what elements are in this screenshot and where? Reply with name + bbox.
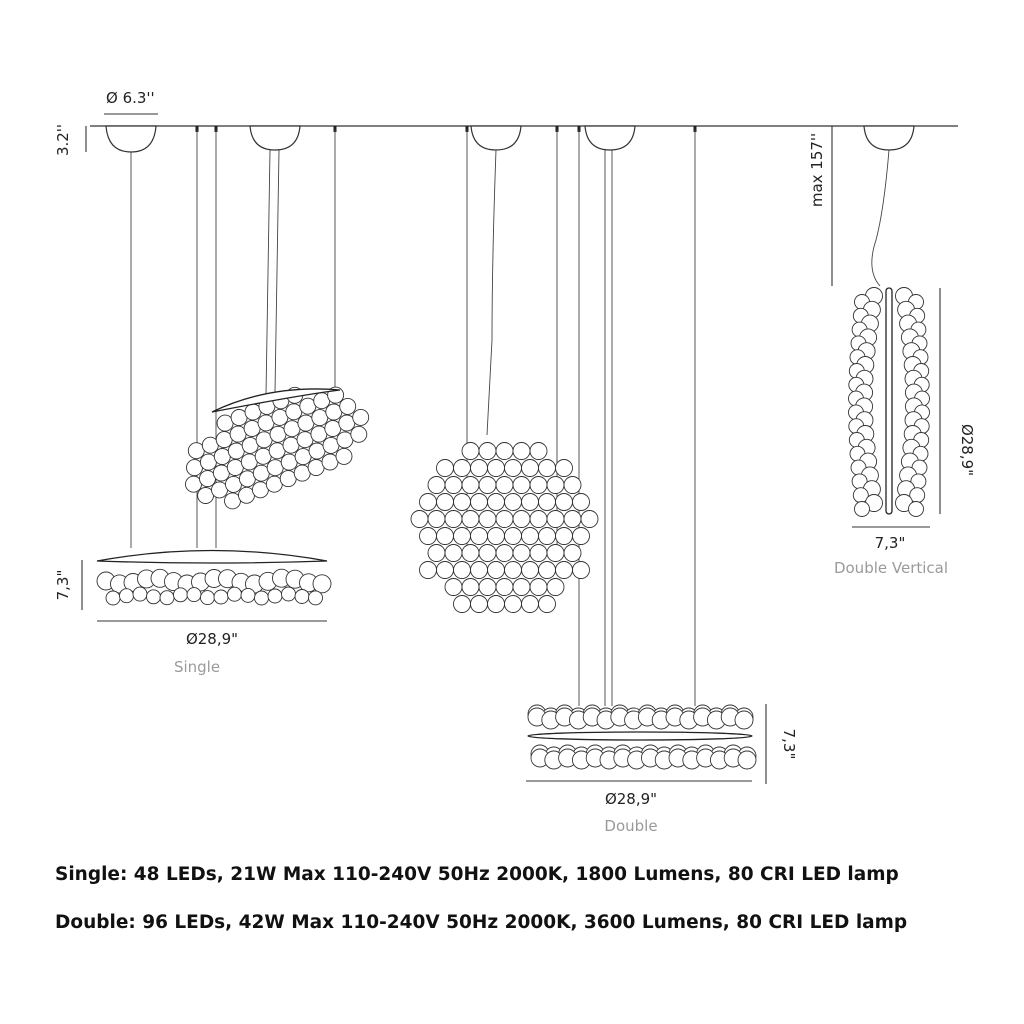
led-globe xyxy=(454,596,471,613)
led-globe xyxy=(530,443,547,460)
vertical-height-label: 7,3" xyxy=(874,534,906,552)
led-globe xyxy=(522,562,539,579)
globes xyxy=(97,288,930,770)
double-spec-text: Double: 96 LEDs, 42W Max 110-240V 50Hz 2000K, 3600 Lumens, 80 CRI LED lamp xyxy=(55,912,908,933)
single-diameter-label: Ø28,9" xyxy=(185,630,239,648)
led-globe xyxy=(522,528,539,545)
led-globe xyxy=(547,511,564,528)
led-globe xyxy=(309,591,323,605)
led-globe xyxy=(496,579,513,596)
led-globe xyxy=(351,426,367,442)
led-globe xyxy=(539,494,556,511)
single-plate xyxy=(97,551,327,564)
led-globe xyxy=(445,511,462,528)
led-globe xyxy=(488,562,505,579)
led-globe xyxy=(336,448,352,464)
led-globe xyxy=(340,398,356,414)
led-globe xyxy=(282,587,296,601)
led-globe xyxy=(530,545,547,562)
led-globe xyxy=(547,579,564,596)
led-globe xyxy=(564,477,581,494)
led-globe xyxy=(454,460,471,477)
led-globe xyxy=(160,591,174,605)
led-globe xyxy=(505,528,522,545)
led-globe xyxy=(174,588,188,602)
max-cable-label: max 157'' xyxy=(808,132,826,208)
led-globe xyxy=(496,443,513,460)
canopy-4 xyxy=(585,126,635,150)
led-globe xyxy=(505,494,522,511)
led-globe xyxy=(522,596,539,613)
led-globe xyxy=(228,587,242,601)
led-globe xyxy=(855,502,870,517)
led-globe xyxy=(735,711,753,729)
single-caption: Single xyxy=(173,658,221,676)
canopy-3 xyxy=(471,126,521,150)
led-globe xyxy=(488,528,505,545)
led-globe xyxy=(428,477,445,494)
led-globe xyxy=(522,494,539,511)
canopy-1 xyxy=(106,126,156,152)
led-globe xyxy=(445,477,462,494)
led-globe xyxy=(445,579,462,596)
led-globe xyxy=(505,596,522,613)
led-globe xyxy=(428,545,445,562)
led-globe xyxy=(201,591,215,605)
canopy-diameter-label: Ø 6.3'' xyxy=(106,89,155,107)
led-globe xyxy=(445,545,462,562)
led-globe xyxy=(471,596,488,613)
led-globe xyxy=(479,477,496,494)
led-globe xyxy=(411,511,428,528)
led-globe xyxy=(462,477,479,494)
led-globe xyxy=(313,575,331,593)
led-globe xyxy=(479,511,496,528)
led-globe xyxy=(573,528,590,545)
led-globe xyxy=(471,528,488,545)
led-globe xyxy=(539,460,556,477)
led-globe xyxy=(437,528,454,545)
double-vertical-caption: Double Vertical xyxy=(833,559,949,577)
canopy-height-label: 3.2'' xyxy=(54,123,72,157)
led-globe xyxy=(505,562,522,579)
led-globe xyxy=(255,591,269,605)
led-globe xyxy=(420,494,437,511)
led-globe xyxy=(462,545,479,562)
single-height-label: 7,3" xyxy=(54,569,72,601)
led-globe xyxy=(547,545,564,562)
led-globe xyxy=(573,494,590,511)
double-caption: Double xyxy=(604,817,658,835)
double-divider xyxy=(528,732,752,740)
led-globe xyxy=(513,443,530,460)
led-globe xyxy=(513,477,530,494)
led-globe xyxy=(471,494,488,511)
led-globe xyxy=(147,590,161,604)
led-globe xyxy=(547,477,564,494)
led-globe xyxy=(496,545,513,562)
led-globe xyxy=(437,494,454,511)
led-globe xyxy=(479,545,496,562)
canopy-2 xyxy=(250,126,300,150)
led-globe xyxy=(556,494,573,511)
led-globe xyxy=(522,460,539,477)
led-globe xyxy=(187,588,201,602)
vertical-divider xyxy=(886,288,892,514)
led-globe xyxy=(564,545,581,562)
led-globe xyxy=(353,409,369,425)
led-globe xyxy=(454,528,471,545)
led-globe xyxy=(479,579,496,596)
led-globe xyxy=(214,590,228,604)
led-globe xyxy=(479,443,496,460)
led-globe xyxy=(471,562,488,579)
led-globe xyxy=(505,460,522,477)
led-globe xyxy=(513,545,530,562)
led-globe xyxy=(437,460,454,477)
led-globe xyxy=(462,511,479,528)
led-globe xyxy=(909,502,924,517)
led-globe xyxy=(513,511,530,528)
led-globe xyxy=(738,751,756,769)
led-globe xyxy=(556,528,573,545)
led-globe xyxy=(454,494,471,511)
led-globe xyxy=(462,443,479,460)
led-globe xyxy=(420,562,437,579)
led-globe xyxy=(428,511,445,528)
led-globe xyxy=(488,596,505,613)
canopy-5 xyxy=(864,126,914,150)
led-globe xyxy=(454,562,471,579)
led-globe xyxy=(530,579,547,596)
led-globe xyxy=(581,511,598,528)
led-globe xyxy=(420,528,437,545)
led-globe xyxy=(513,579,530,596)
led-globe xyxy=(530,477,547,494)
led-globe xyxy=(496,477,513,494)
led-globe xyxy=(437,562,454,579)
led-globe xyxy=(471,460,488,477)
led-globe xyxy=(539,528,556,545)
led-globe xyxy=(556,562,573,579)
single-spec-text: Single: 48 LEDs, 21W Max 110-240V 50Hz 2000K, 1800 Lumens, 80 CRI LED lamp xyxy=(55,864,899,885)
led-globe xyxy=(462,579,479,596)
double-diameter-label: Ø28,9" xyxy=(604,790,658,808)
led-globe xyxy=(564,511,581,528)
led-globe xyxy=(530,511,547,528)
led-globe xyxy=(241,588,255,602)
canopies xyxy=(106,126,914,152)
led-globe xyxy=(488,494,505,511)
led-globe xyxy=(295,590,309,604)
led-globe xyxy=(120,589,134,603)
vertical-diameter-label: Ø28,9" xyxy=(958,423,976,477)
led-globe xyxy=(268,589,282,603)
double-height-label: 7,3" xyxy=(780,728,798,760)
led-globe xyxy=(556,460,573,477)
led-globe xyxy=(496,511,513,528)
led-globe xyxy=(573,562,590,579)
led-globe xyxy=(106,591,120,605)
led-globe xyxy=(539,562,556,579)
led-globe xyxy=(133,587,147,601)
led-globe xyxy=(539,596,556,613)
led-globe xyxy=(488,460,505,477)
